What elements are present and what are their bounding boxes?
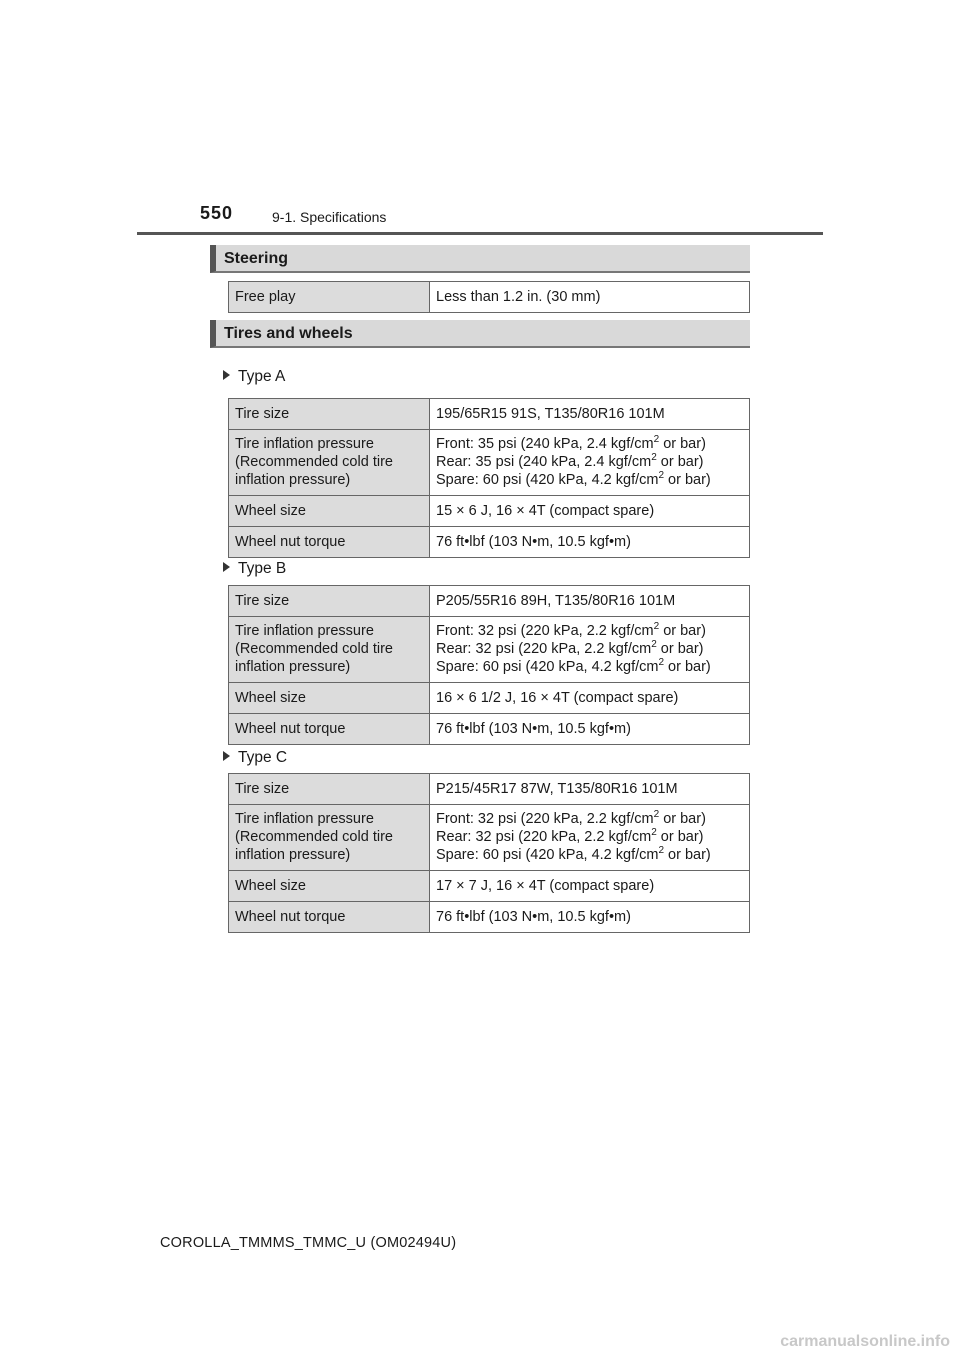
free-play-label: Free play	[229, 282, 430, 313]
page-header	[0, 0, 960, 236]
torque-label: Wheel nut torque	[229, 527, 430, 558]
torque-label: Wheel nut torque	[229, 714, 430, 745]
triangle-bullet-icon	[223, 370, 230, 380]
table-row	[229, 902, 750, 933]
table-row	[229, 683, 750, 714]
wheel-size-label: Wheel size	[229, 871, 430, 902]
wheel-size-label: Wheel size	[229, 496, 430, 527]
pressure-label: Tire inflation pressure (Recommended cold tire inflation pressure)	[229, 805, 430, 871]
tires-heading	[210, 320, 750, 348]
steering-heading	[210, 245, 750, 273]
steering-heading-text: Steering	[224, 250, 289, 267]
footer-doc-id: COROLLA_TMMMS_TMMC_U (OM02494U)	[160, 1235, 457, 1251]
table-row	[229, 282, 750, 313]
tire-size-value: P205/55R16 89H, T135/80R16 101M	[430, 586, 750, 617]
table-row	[229, 586, 750, 617]
pressure-value: Front: 35 psi (240 kPa, 2.4 kgf/$cm^2$ or bar) Rear: 35 psi (240 kPa, 2.4 kgf/$cm^2$ or bar) Spare: 60 psi (420 kPa, 4.2 kgf/$cm^2$ or bar)	[430, 430, 750, 496]
wheel-size-value: 15 × 6 J, 16 × 4T (compact spare)	[430, 496, 750, 527]
watermark: carmanualsonline.info	[780, 1333, 950, 1350]
tires-heading-text: Tires and wheels	[224, 325, 353, 342]
torque-value: 76 ft•lbf (103 N•m, 10.5 kgf•m)	[430, 902, 750, 933]
table-row	[229, 399, 750, 430]
free-play-value: Less than 1.2 in. (30 mm)	[430, 282, 750, 313]
pressure-value: Front: 32 psi (220 kPa, 2.2 kgf/$cm^2$ or bar) Rear: 32 psi (220 kPa, 2.2 kgf/$cm^2$ or bar) Spare: 60 psi (420 kPa, 4.2 kgf/$cm^2$ or bar)	[430, 805, 750, 871]
type-a-table	[228, 398, 750, 558]
wheel-size-label: Wheel size	[229, 683, 430, 714]
table-row	[229, 527, 750, 558]
torque-value: 76 ft•lbf (103 N•m, 10.5 kgf•m)	[430, 527, 750, 558]
steering-table	[228, 281, 750, 313]
pressure-label: Tire inflation pressure (Recommended cold tire inflation pressure)	[229, 617, 430, 683]
header-divider	[137, 232, 823, 235]
section-label: 9-1. Specifications	[272, 209, 387, 225]
table-row	[229, 871, 750, 902]
type-b-table	[228, 585, 750, 745]
tire-size-value: 195/65R15 91S, T135/80R16 101M	[430, 399, 750, 430]
table-row	[229, 430, 750, 496]
triangle-bullet-icon	[223, 562, 230, 572]
wheel-size-value: 16 × 6 1/2 J, 16 × 4T (compact spare)	[430, 683, 750, 714]
type-b-label: Type B	[223, 560, 286, 578]
pressure-value: Front: 32 psi (220 kPa, 2.2 kgf/$cm^2$ or bar) Rear: 32 psi (220 kPa, 2.2 kgf/$cm^2$ or bar) Spare: 60 psi (420 kPa, 4.2 kgf/$cm^2$ or bar)	[430, 617, 750, 683]
type-c-label: Type C	[223, 749, 287, 767]
table-row	[229, 714, 750, 745]
pressure-label: Tire inflation pressure (Recommended cold tire inflation pressure)	[229, 430, 430, 496]
type-a-label: Type A	[223, 368, 285, 386]
table-row	[229, 774, 750, 805]
tire-size-label: Tire size	[229, 586, 430, 617]
tire-size-value: P215/45R17 87W, T135/80R16 101M	[430, 774, 750, 805]
torque-value: 76 ft•lbf (103 N•m, 10.5 kgf•m)	[430, 714, 750, 745]
wheel-size-value: 17 × 7 J, 16 × 4T (compact spare)	[430, 871, 750, 902]
table-row	[229, 617, 750, 683]
table-row	[229, 805, 750, 871]
triangle-bullet-icon	[223, 751, 230, 761]
tire-size-label: Tire size	[229, 399, 430, 430]
tire-size-label: Tire size	[229, 774, 430, 805]
type-c-table	[228, 773, 750, 933]
table-row	[229, 496, 750, 527]
page-number: 550	[200, 203, 234, 223]
torque-label: Wheel nut torque	[229, 902, 430, 933]
